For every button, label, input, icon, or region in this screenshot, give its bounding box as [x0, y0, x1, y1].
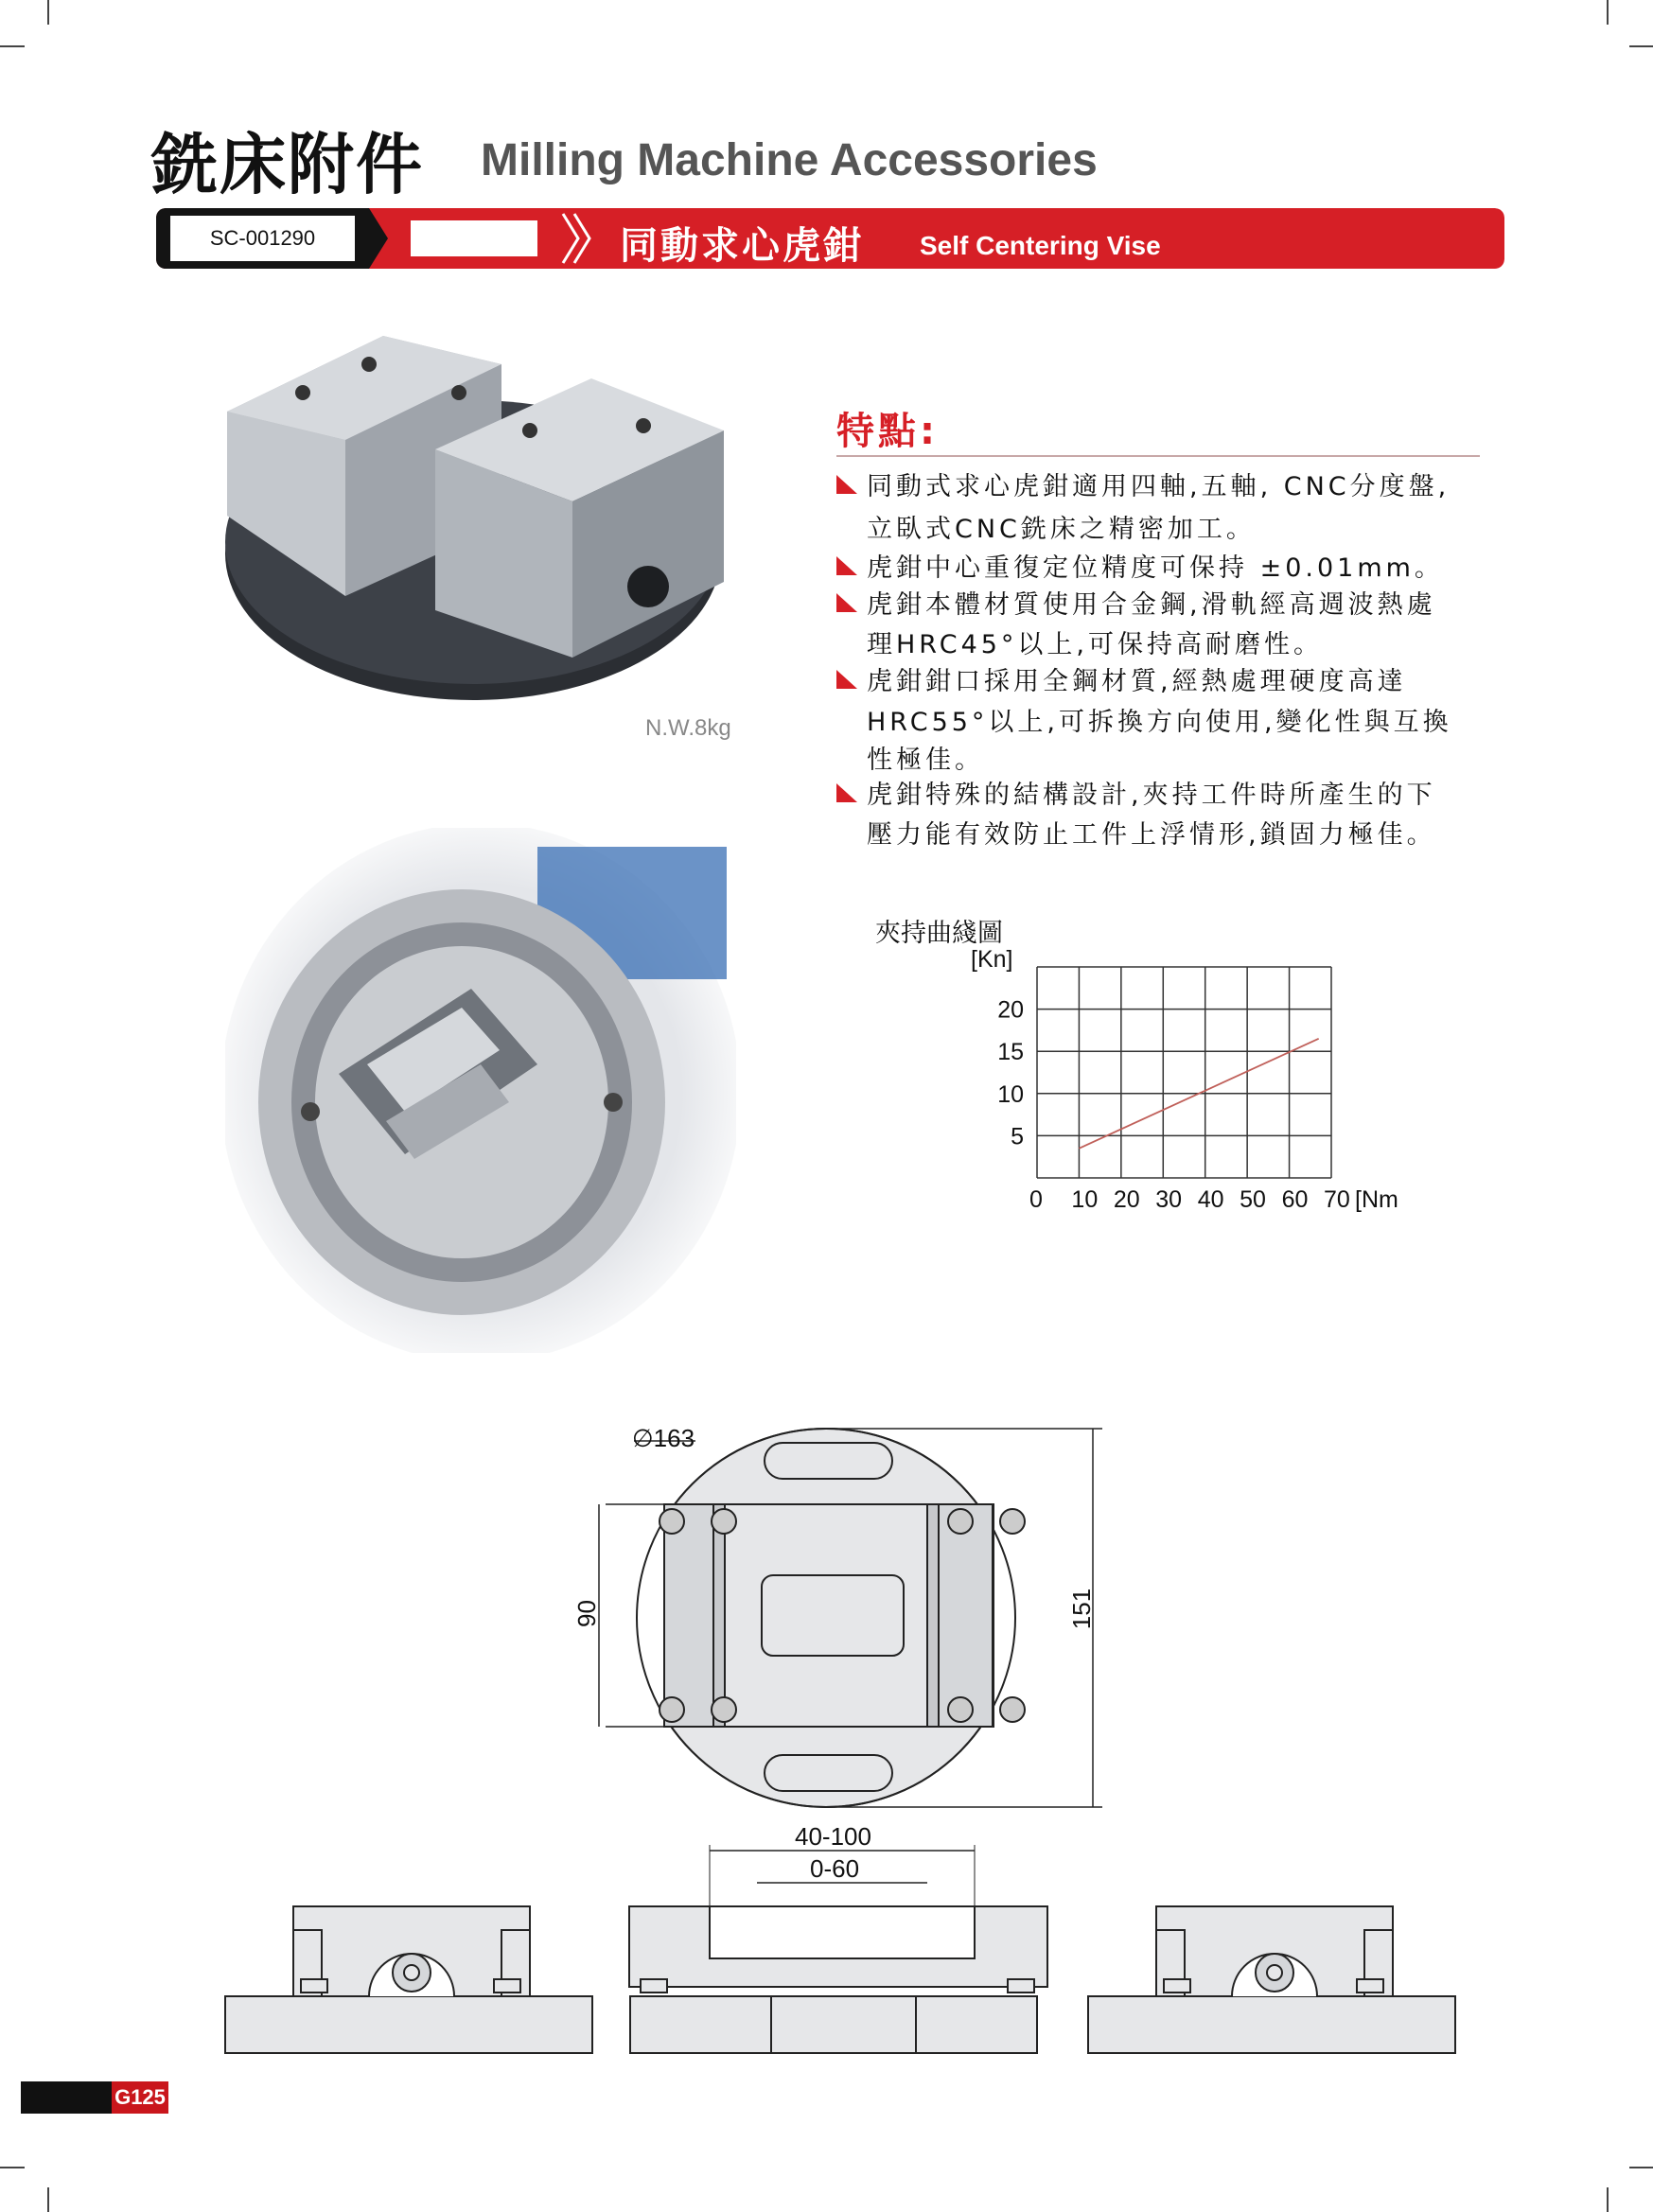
page-title-en: Milling Machine Accessories	[481, 135, 1098, 185]
features-title: 特點:	[836, 410, 939, 453]
bullet-triangle-icon	[836, 593, 857, 612]
chart-x-unit: [Nm	[1355, 1186, 1398, 1213]
features-divider	[836, 455, 1480, 457]
chart-x-tick-label: 40	[1197, 1186, 1224, 1213]
chart-y-tick-label: 15	[997, 1039, 1024, 1066]
height-151-label: 151	[1067, 1588, 1097, 1630]
chart-y-unit: [Kn]	[971, 946, 1013, 973]
vise-product-photo	[218, 326, 729, 714]
feature-1-line-2: 立臥式CNC銑床之精密加工。	[867, 515, 1256, 544]
bullet-triangle-icon	[836, 783, 857, 802]
feature-2-line-1: 虎鉗中心重復定位精度可保持 ±0.01mm。	[867, 553, 1444, 583]
chart-x-tick-label: 50	[1240, 1186, 1266, 1213]
feature-4-line-3: 性極佳。	[867, 746, 984, 775]
page-number: G125	[112, 2081, 168, 2114]
chart-title: 夾持曲綫圖	[875, 919, 1003, 948]
top-view-drawing	[558, 1414, 1126, 1821]
chart-y-tick-label: 5	[1011, 1123, 1024, 1150]
chart-x-tick-label: 0	[1029, 1186, 1043, 1213]
height-90-label: 90	[572, 1600, 601, 1627]
chart-y-tick-label: 20	[997, 996, 1024, 1024]
section-title-en: Self Centering Vise	[920, 231, 1161, 260]
page-tab-bar	[21, 2081, 112, 2114]
product-code: SC-001290	[170, 216, 355, 261]
chart-x-tick-label: 70	[1324, 1186, 1350, 1213]
chart-y-tick-label: 10	[997, 1080, 1024, 1108]
chart-x-tick-label: 20	[1113, 1186, 1140, 1213]
feature-3-line-1: 虎鉗本體材質使用合金鋼,滑軌經高週波熱處	[867, 590, 1436, 620]
net-weight-caption: N.W.8kg	[645, 715, 731, 741]
feature-4-line-1: 虎鉗鉗口採用全鋼材質,經熱處理硬度高達	[867, 667, 1407, 696]
page-title-zh: 銑床附件	[151, 126, 424, 203]
feature-5-line-1: 虎鉗特殊的結構設計,夾持工件時所產生的下	[867, 781, 1436, 810]
feature-1-line-1: 同動式求心虎鉗適用四軸,五軸, CNC分度盤,	[867, 472, 1451, 501]
chart-x-tick-label: 60	[1281, 1186, 1309, 1213]
chart-x-tick-label: 10	[1071, 1186, 1099, 1213]
bullet-triangle-icon	[836, 556, 857, 575]
feature-3-line-2: 理HRC45°以上,可保持高耐磨性。	[867, 630, 1324, 659]
chart-grid	[1037, 967, 1331, 1178]
bullet-triangle-icon	[836, 670, 857, 689]
span-inner-label: 0-60	[810, 1854, 860, 1883]
diameter-label: ∅163	[632, 1424, 695, 1452]
section-title-zh: 同動求心虎鉗	[620, 224, 864, 268]
side-views-drawing	[218, 1835, 1467, 2063]
feature-5-line-2: 壓力能有效防止工件上浮情形,鎖固力極佳。	[867, 820, 1436, 850]
feature-4-line-2: HRC55°以上,可拆換方向使用,變化性與互換	[867, 708, 1452, 737]
application-photo	[225, 828, 736, 1353]
chart-x-tick-label: 30	[1155, 1186, 1183, 1213]
blank-label-box	[411, 220, 537, 256]
bullet-triangle-icon	[836, 475, 857, 494]
span-outer-label: 40-100	[795, 1822, 871, 1851]
